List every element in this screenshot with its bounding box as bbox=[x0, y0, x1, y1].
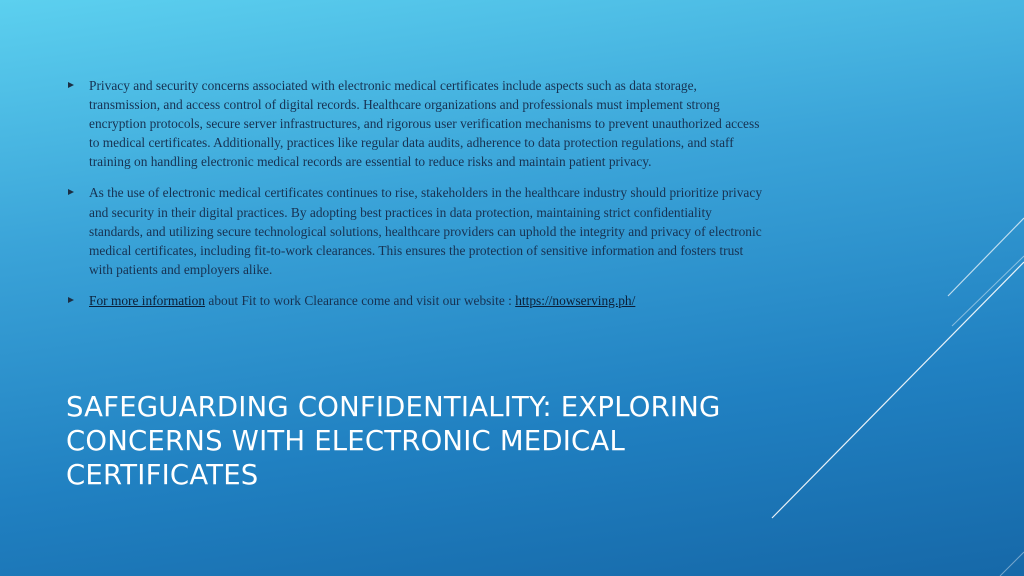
decor-line-upper bbox=[948, 218, 1024, 296]
more-information-link[interactable]: For more information bbox=[89, 292, 206, 308]
bullet-text: As the use of electronic medical certificates continues to rise, stakeholders in the healthcare industry should prioritize privacy and security in their digital practices. By adopting best practices in data protection, maintaining strict confidentiality standards, and utilizing secure technological solutions, healthcare providers can uphold the integrity and privacy of electronic medical certificates, including fit-to-work clearances. This ensures the protection of sensitive information and fosters trust with patients and employers alike. bbox=[89, 185, 763, 277]
website-link[interactable]: https://nowserving.ph/ bbox=[515, 292, 636, 308]
bullet-text: Privacy and security concerns associated with electronic medical certificates include aspects such as data storage, transmission, and access control of digital records. Healthcare organizations and professionals must implement strong encryption protocols, secure server infrastructures, and rigorous user verification mechanisms to prevent unauthorized access to medical certificates. Additionally, practices like regular data audits, adherence to data protection regulations, and staff training on handling electronic medical records are essential to reduce risks and maintain patient privacy. bbox=[89, 78, 760, 170]
decor-line-long bbox=[772, 262, 1024, 518]
more-info-middle-text: about Fit to work Clearance come and visit our website : bbox=[205, 292, 516, 308]
decor-line-corner bbox=[1000, 552, 1024, 576]
slide-title: SAFEGUARDING CONFIDENTIALITY: EXPLORING CONCERNS WITH ELECTRONIC MEDICAL CERTIFICATES bbox=[66, 391, 721, 491]
decor-line-faint bbox=[952, 256, 1024, 326]
